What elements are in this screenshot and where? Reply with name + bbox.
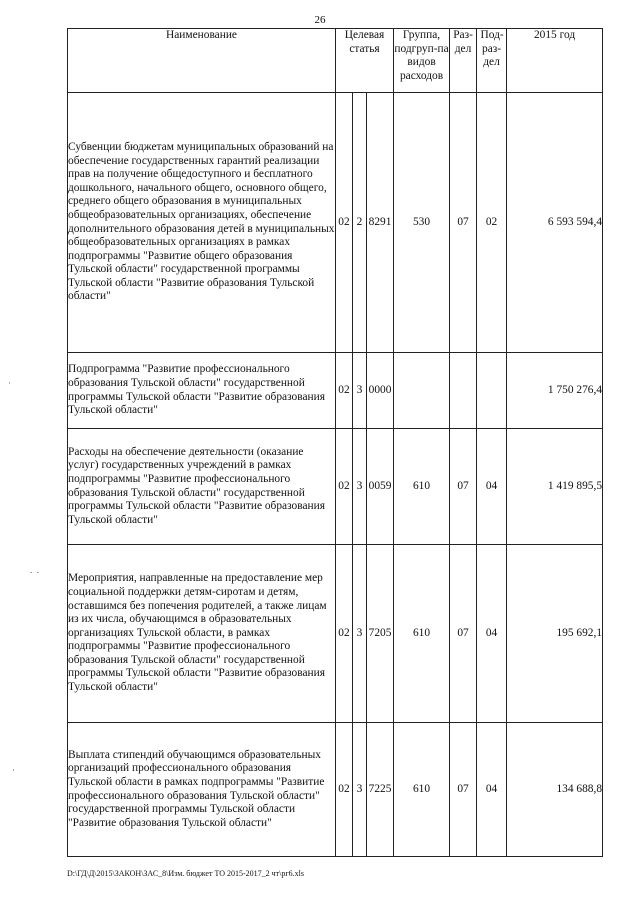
row-section bbox=[450, 353, 477, 429]
header-name: Наименование bbox=[68, 29, 336, 93]
row-cs1: 02 bbox=[336, 353, 353, 429]
row-cs1: 02 bbox=[336, 93, 353, 353]
table-row bbox=[68, 93, 603, 353]
scan-mark: · bbox=[8, 378, 11, 388]
row-section: 07 bbox=[450, 545, 477, 723]
table-row bbox=[68, 429, 603, 545]
row-section: 07 bbox=[450, 429, 477, 545]
row-section: 07 bbox=[450, 723, 477, 857]
header-subsection-text: Под-раз-дел bbox=[480, 29, 504, 69]
row-group: 530 bbox=[394, 93, 450, 353]
table-row bbox=[68, 353, 603, 429]
row-name: Подпрограмма "Развитие профессионального образования Тульской области" государственной программы Тульской области "Развитие образования Тульской области" bbox=[68, 353, 336, 429]
scan-mark: . . bbox=[30, 565, 39, 575]
row-section: 07 bbox=[450, 93, 477, 353]
row-amount: 1 750 276,4 bbox=[507, 353, 603, 429]
row-cs3: 7205 bbox=[367, 545, 394, 723]
row-subsection: 04 bbox=[477, 545, 507, 723]
row-amount: 6 593 594,4 bbox=[507, 93, 603, 353]
row-group: 610 bbox=[394, 429, 450, 545]
row-subsection bbox=[477, 353, 507, 429]
header-section bbox=[450, 29, 477, 93]
file-path-footer: D:\ГД\Д\2015\ЗАКОН\ЗАС_8\Изм. бюджет ТО 2015-2017_2 чт\рг6.xls bbox=[67, 869, 305, 878]
row-amount: 1 419 895,5 bbox=[507, 429, 603, 545]
table-row bbox=[68, 545, 603, 723]
row-group: 610 bbox=[394, 545, 450, 723]
row-cs1: 02 bbox=[336, 723, 353, 857]
row-group bbox=[394, 353, 450, 429]
row-amount: 134 688,8 bbox=[507, 723, 603, 857]
header-row bbox=[68, 29, 603, 93]
page-number: 26 bbox=[314, 14, 326, 26]
row-name: Расходы на обеспечение деятельности (оказание услуг) государственных учреждений в рамках подпрограммы "Развитие профессионального образования Тульской области" государственной программы Тульской области "Развитие образования Тульской области" bbox=[68, 429, 336, 545]
row-cs2: 3 bbox=[353, 429, 367, 545]
row-cs2: 3 bbox=[353, 353, 367, 429]
row-cs1: 02 bbox=[336, 429, 353, 545]
row-subsection: 04 bbox=[477, 723, 507, 857]
scan-mark: · bbox=[12, 765, 15, 775]
row-name: Мероприятия, направленные на предоставление мер социальной поддержки детям-сиротам и детям, оставшимся без попечения родителей, а также лицам из их числа, обучающимся в образовательных организациях Тульской области, в рамках подпрограммы "Развитие профессионального образования Тульской области" государственной программы Тульской области "Развитие образования Тульской области" bbox=[68, 545, 336, 723]
header-target-article-text: Целевая статья bbox=[344, 29, 385, 55]
row-cs3: 7225 bbox=[367, 723, 394, 857]
header-section-text: Раз-дел bbox=[453, 29, 473, 55]
row-cs3: 0000 bbox=[367, 353, 394, 429]
row-cs3: 0059 bbox=[367, 429, 394, 545]
header-group: Группа, подгруп-па видов расходов bbox=[394, 29, 450, 93]
row-amount: 195 692,1 bbox=[507, 545, 603, 723]
header-year: 2015 год bbox=[507, 29, 603, 93]
header-subsection bbox=[477, 29, 507, 93]
row-cs3: 8291 bbox=[367, 93, 394, 353]
row-cs2: 3 bbox=[353, 545, 367, 723]
row-cs2: 2 bbox=[353, 93, 367, 353]
table-row bbox=[68, 723, 603, 857]
row-subsection: 04 bbox=[477, 429, 507, 545]
row-name: Субвенции бюджетам муниципальных образований на обеспечение государственных гарантий реализации прав на получение общедоступного и бесплатного дошкольного, начального общего, основного общего, среднего общего образования в муниципальных общеобразовательных организациях, обеспечение дополнительного образования детей в муниципальных общеобразовательных организациях в рамках подпрограммы "Развитие общего образования Тульской области" государственной программы Тульской области "Развитие образования Тульской области" bbox=[68, 93, 336, 353]
row-cs1: 02 bbox=[336, 545, 353, 723]
row-group: 610 bbox=[394, 723, 450, 857]
header-target-article bbox=[336, 29, 394, 93]
row-name: Выплата стипендий обучающимся образовательных организаций профессионального образования Тульской области в рамках подпрограммы "Развитие профессионального образования Тульской области" государственной программы Тульской области "Развитие образования Тульской области" bbox=[68, 723, 336, 857]
row-subsection: 02 bbox=[477, 93, 507, 353]
row-cs2: 3 bbox=[353, 723, 367, 857]
budget-table bbox=[67, 28, 603, 857]
